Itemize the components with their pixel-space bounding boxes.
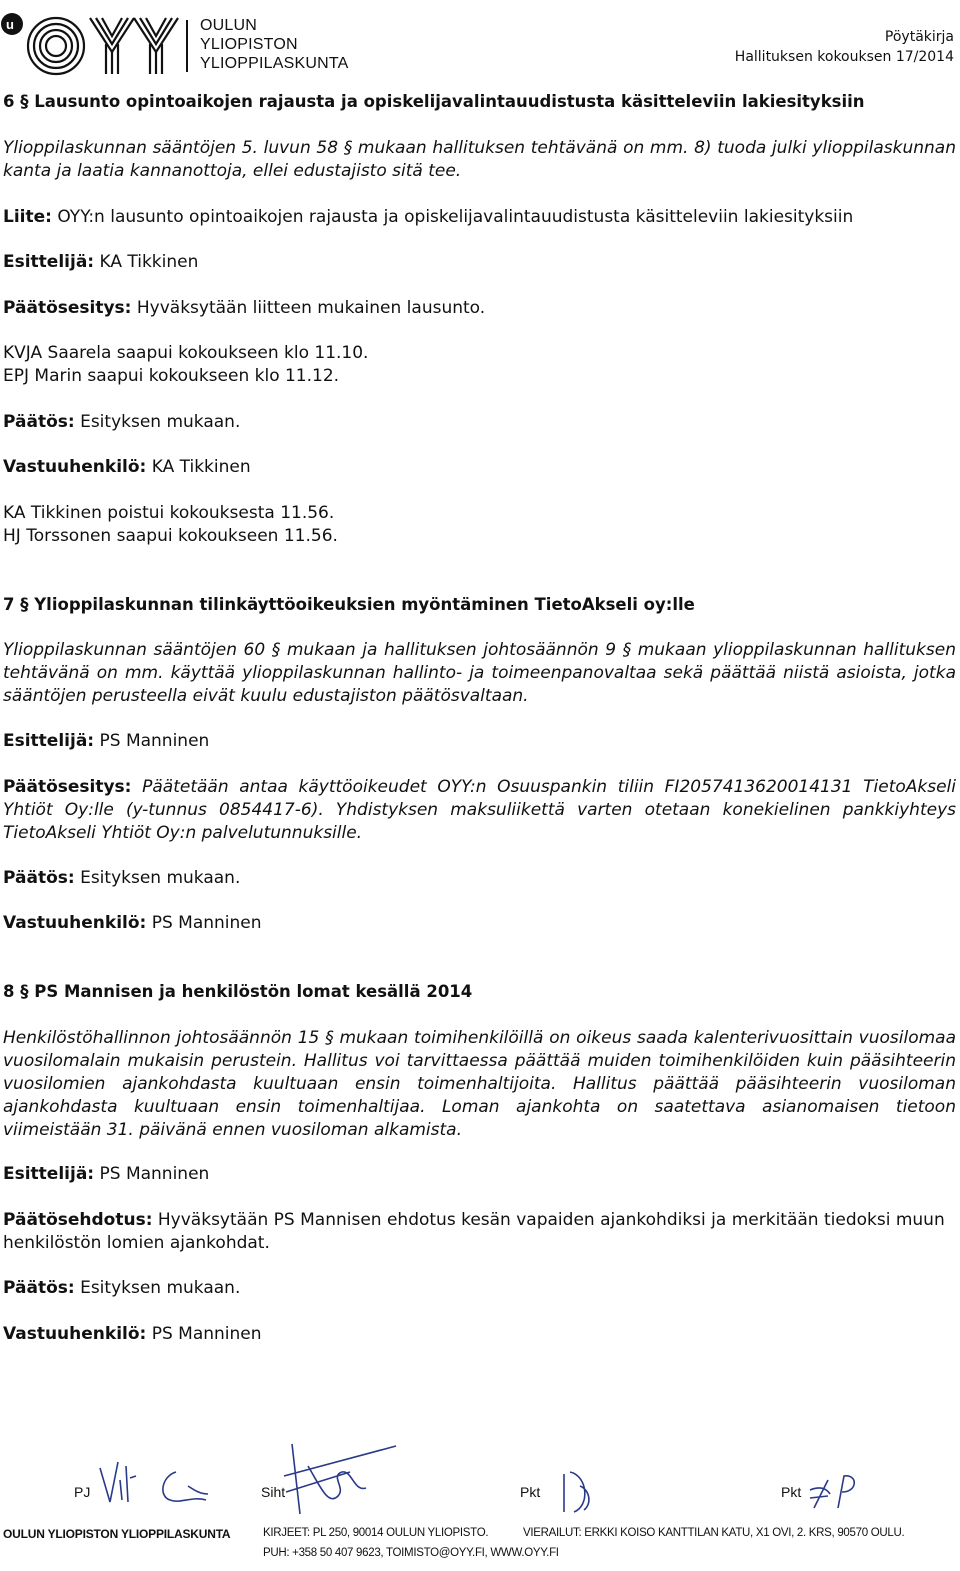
presenter-value: PS Manninen [94, 1164, 210, 1184]
footer-contact: PUH: +358 50 407 9623, TOIMISTO@OYY.FI, WWW.OYY.FI [263, 1547, 559, 1559]
meeting-label: Hallituksen kokouksen 17/2014 [734, 49, 954, 65]
section-8-proposal [3, 1209, 956, 1255]
logo-line-3: YLIOPPILASKUNTA [200, 55, 349, 72]
signature-siht [280, 1436, 410, 1526]
section-8-responsible [3, 1323, 262, 1346]
document-header [735, 27, 954, 67]
section-8-decision [3, 1277, 240, 1300]
presenter-label: Esittelijä: [3, 252, 95, 272]
signature-pkt-2 [806, 1468, 866, 1514]
logo-line-2: YLIOPISTON [200, 36, 298, 53]
section-6-decision [3, 411, 240, 434]
section-6-presenter [3, 251, 198, 274]
oyy-wordmark-icon [0, 8, 200, 76]
signature-label-pkt-2: Pkt [781, 1484, 802, 1500]
section-7-decision [3, 867, 240, 890]
doc-type: Pöytäkirja [884, 29, 954, 45]
section-6-attachment [3, 206, 853, 229]
svg-text:u: u [6, 17, 14, 32]
signature-label-pkt-1: Pkt [520, 1484, 541, 1500]
section-8-title: 8 § PS Mannisen ja henkilöstön lomat kesällä 2014 [3, 982, 473, 1001]
logo-name [200, 16, 349, 73]
section-7-responsible [3, 912, 262, 935]
section-6-responsible [3, 456, 251, 479]
section-6-proposal [3, 297, 485, 320]
section-7-intro: Ylioppilaskunnan sääntöjen 60 § mukaan ja hallituksen johtosäännön 9 § mukaan ylioppilaskunnan hallituksen tehtävänä on mm. käyttää ylioppilaskunnan hallinto- ja toimeenpanovaltaa sekä päättää niistä asioista, jotka sääntöjen perusteella eivät kuulu edustajiston päätösvaltaan. [3, 640, 956, 706]
responsible-value: PS Manninen [146, 913, 262, 933]
oyy-logo [0, 8, 360, 76]
decision-value: Esityksen mukaan. [74, 1278, 241, 1298]
attachment-text: OYY:n lausunto opintoaikojen rajausta ja opiskelijavalintauudistusta käsitteleviin lakiesityksiin [51, 207, 854, 227]
decision-value: Esityksen mukaan. [74, 868, 241, 888]
presenter-label: Esittelijä: [3, 731, 95, 751]
section-8-presenter [3, 1163, 209, 1186]
section-6-note: EPJ Marin saapui kokoukseen klo 11.12. [3, 366, 340, 386]
signature-label-siht: Siht [261, 1484, 286, 1500]
footer-org: OULUN YLIOPISTON YLIOPPILASKUNTA [3, 1527, 231, 1541]
section-6-intro: Ylioppilaskunnan sääntöjen 5. luvun 58 § mukaan hallituksen tehtävänä on mm. 8) tuoda julki ylioppilaskunnan kanta ja laatia kannanottoja, ellei edustajisto sitä tee. [3, 138, 956, 181]
presenter-value: KA Tikkinen [94, 252, 199, 272]
section-7-presenter [3, 730, 209, 753]
decision-label: Päätös: [3, 868, 75, 888]
logo-line-1: OULUN [200, 17, 258, 34]
footer-visit: VIERAILUT: ERKKI KOISO KANTTILAN KATU, X1 OVI, 2. KRS, 90570 OULU. [523, 1527, 905, 1539]
section-6-note: KVJA Saarela saapui kokoukseen klo 11.10. [3, 343, 369, 363]
decision-label: Päätös: [3, 1278, 75, 1298]
proposal-value: Päätetään antaa käyttöoikeudet OYY:n Osuuspankin tiliin FI2057413620014131 TietoAkseli Yhtiöt Oy:lle (y-tunnus 0854417-6). Yhdistyksen maksuliikettä varten otetaan konekielinen pankkiyhteys TietoAkseli Yhtiöt Oy:n palvelutunnuksille. [3, 777, 956, 843]
attachment-label: Liite: [3, 207, 52, 227]
signature-label-pj: PJ [74, 1484, 91, 1500]
proposal-value: Hyväksytään PS Mannisen ehdotus kesän vapaiden ajankohdiksi ja merkitään tiedoksi muun henkilöstön lomien ajankohdat. [3, 1210, 945, 1253]
responsible-value: PS Manninen [146, 1324, 262, 1344]
signature-pkt-1 [556, 1466, 606, 1520]
responsible-label: Vastuuhenkilö: [3, 913, 147, 933]
decision-value: Esityksen mukaan. [74, 412, 241, 432]
section-7-title: 7 § Ylioppilaskunnan tilinkäyttöoikeuksien myöntäminen TietoAkseli oy:lle [3, 595, 695, 614]
proposal-label: Päätösesitys: [3, 777, 132, 797]
section-8-intro: Henkilöstöhallinnon johtosäännön 15 § mukaan toimihenkilöillä on oikeus saada kalenterivuosittain vuosilomaa vuosilomalain mukaisin perustein. Hallitus voi tarvittaessa päättää muiden toimihenkilöiden kuin pääsihteerin vuosilomien ajankohdasta kuultuaan ensin toimenhaltijoita. Hallitus päättää pääsihteerin vuosiloman ajankohdasta kuultuaan ensin toimenhaltijaa. Loman ajankohta on saatettava asianomaisen tietoon viimeistään 31. päivänä ennen vuosiloman alkamista. [3, 1028, 956, 1140]
footer-address: KIRJEET: PL 250, 90014 OULUN YLIOPISTO. [263, 1527, 489, 1539]
responsible-label: Vastuuhenkilö: [3, 457, 147, 477]
proposal-label: Päätösehdotus: [3, 1210, 153, 1230]
section-6-note: HJ Torssonen saapui kokoukseen 11.56. [3, 526, 338, 546]
responsible-label: Vastuuhenkilö: [3, 1324, 147, 1344]
section-6-note: KA Tikkinen poistui kokouksesta 11.56. [3, 503, 335, 523]
presenter-value: PS Manninen [94, 731, 210, 751]
signature-pj [96, 1450, 226, 1520]
proposal-value: Hyväksytään liitteen mukainen lausunto. [131, 298, 486, 318]
responsible-value: KA Tikkinen [146, 457, 251, 477]
decision-label: Päätös: [3, 412, 75, 432]
presenter-label: Esittelijä: [3, 1164, 95, 1184]
proposal-label: Päätösesitys: [3, 298, 132, 318]
section-7-proposal [3, 776, 956, 845]
section-6-title: 6 § Lausunto opintoaikojen rajausta ja opiskelijavalintauudistusta käsitteleviin lakiesityksiin [3, 92, 865, 111]
